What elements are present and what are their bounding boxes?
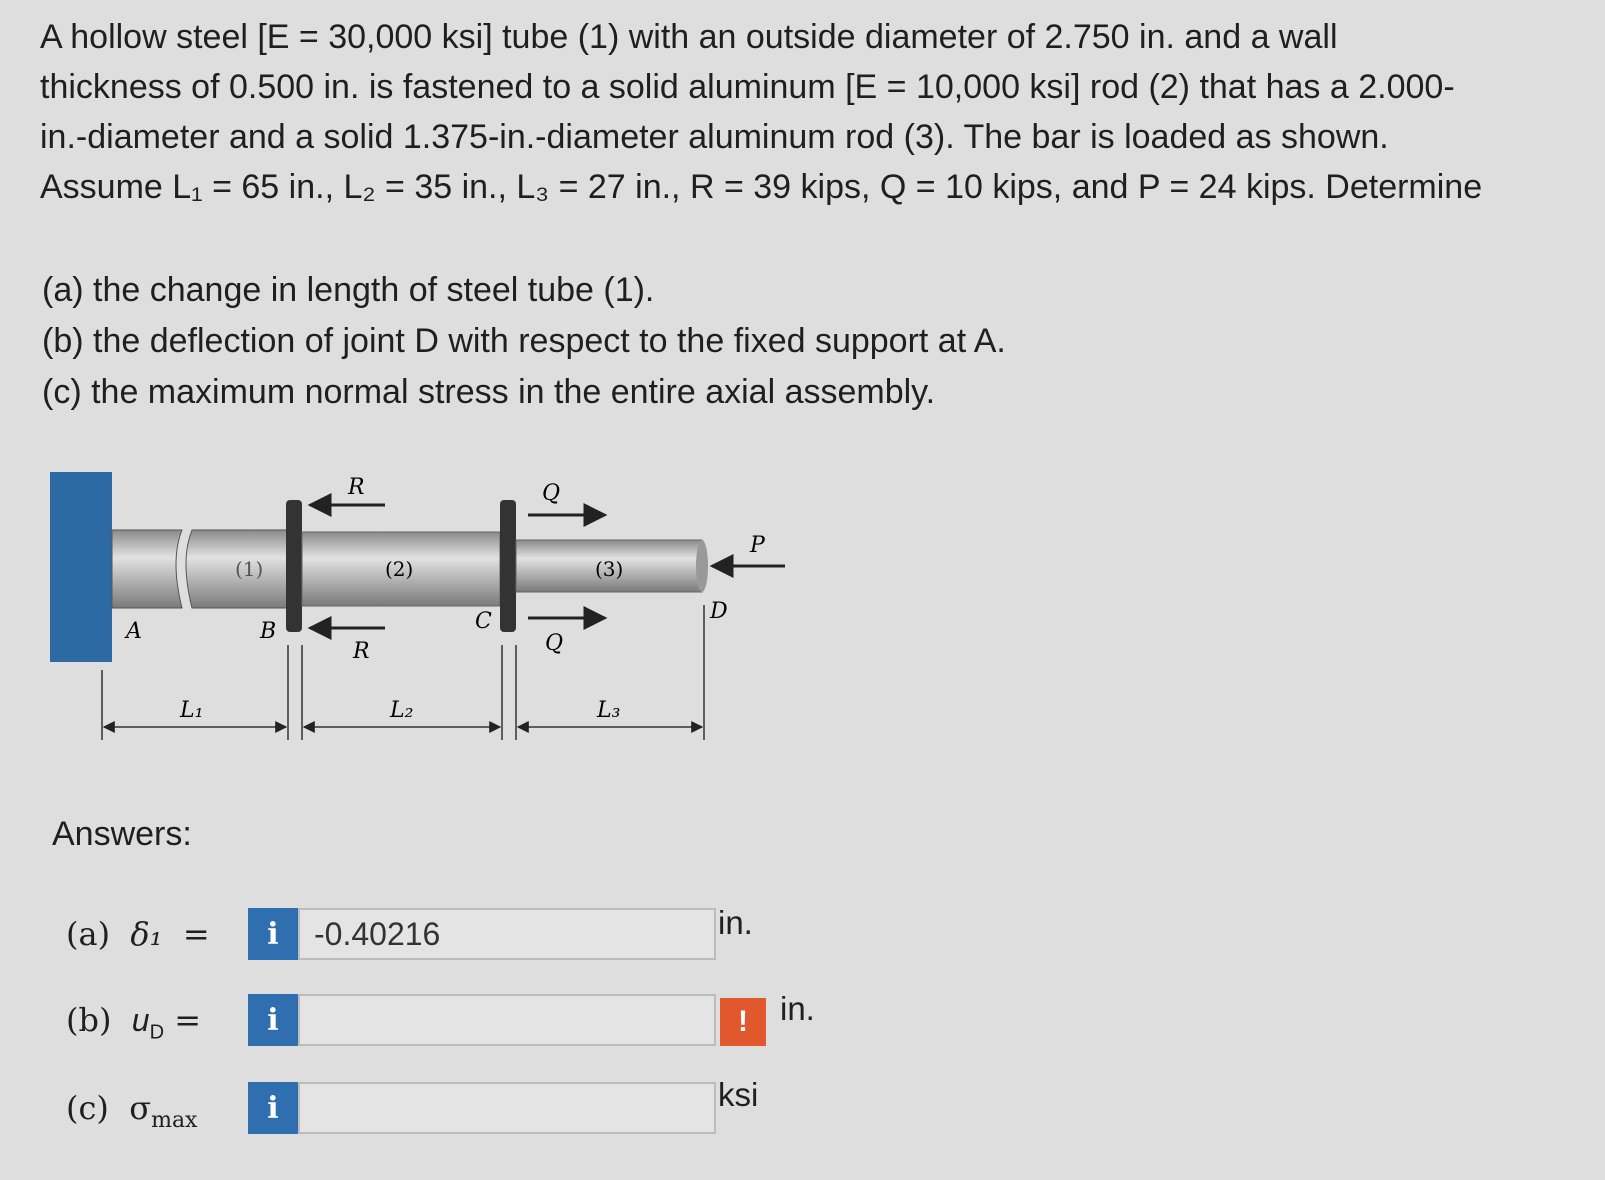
answer-a-unit: in.	[718, 904, 753, 941]
answers-heading: Answers:	[52, 815, 192, 853]
axial-assembly-figure	[40, 460, 820, 780]
question-parts	[42, 265, 1242, 418]
answer-row-a	[0, 904, 1000, 968]
answer-c-unit: ksi	[718, 1076, 759, 1113]
rod-3-end	[696, 540, 708, 592]
answer-row-c	[0, 1076, 1000, 1142]
problem-line-3: in.-diameter and a solid 1.375-in.-diameter aluminum rod (3). The bar is loaded as shown.	[40, 118, 1389, 156]
member-3-label: (3)	[595, 557, 624, 581]
load-q-bottom-label: Q	[545, 631, 564, 656]
member-1-label: (1)	[235, 557, 264, 581]
member-2-label: (2)	[385, 557, 414, 581]
flange-b	[286, 500, 302, 632]
answer-a-input[interactable]	[298, 908, 716, 960]
answer-b-unit: in.	[780, 990, 815, 1027]
load-r-top-label: R	[348, 475, 365, 500]
point-c-label: C	[475, 609, 492, 634]
point-b-label: B	[260, 619, 277, 644]
dim-l3-label: L₃	[597, 698, 621, 723]
problem-line-2: thickness of 0.500 in. is fastened to a solid aluminum [E = 10,000 ksi] rod (2) that has a 2.000-	[40, 68, 1455, 106]
dim-l2-label: L₂	[390, 698, 414, 723]
dim-l1-label: L₁	[180, 698, 204, 723]
answer-b-input[interactable]	[298, 994, 716, 1046]
part-c-text: (c) the maximum normal stress in the entire axial assembly.	[42, 373, 936, 411]
fixed-support-wall	[50, 472, 112, 662]
warning-icon: !	[720, 998, 766, 1046]
answer-a-label: (a) δ₁ =	[66, 915, 210, 953]
answer-c-label: (c) $\sigma_{max}$	[66, 1089, 198, 1133]
load-p-label: P	[750, 533, 765, 558]
point-a-label: A	[126, 619, 142, 644]
info-button-b[interactable]: i	[248, 994, 298, 1046]
load-q-top-label: Q	[542, 481, 561, 506]
problem-line-4: Assume L₁ = 65 in., L₂ = 35 in., L₃ = 27 in., R = 39 kips, Q = 10 kips, and P = 24 kips. Determine	[40, 168, 1483, 206]
part-b-text: (b) the deflection of joint D with respect to the fixed support at A.	[42, 322, 1006, 360]
part-a-text: (a) the change in length of steel tube (1).	[42, 271, 655, 309]
point-d-label: D	[710, 599, 728, 624]
load-r-bottom-label: R	[353, 639, 370, 664]
flange-c	[500, 500, 516, 632]
problem-line-1: A hollow steel [E = 30,000 ksi] tube (1) with an outside diameter of 2.750 in. and a wall	[40, 18, 1338, 56]
info-button-a[interactable]: i	[248, 908, 298, 960]
answer-row-b	[0, 990, 1000, 1054]
tube-1	[112, 530, 182, 608]
answer-b-label: (b) $u_D$ =	[66, 1001, 202, 1044]
problem-statement	[40, 12, 1580, 212]
answer-c-input[interactable]	[298, 1082, 716, 1134]
info-button-c[interactable]: i	[248, 1082, 298, 1134]
